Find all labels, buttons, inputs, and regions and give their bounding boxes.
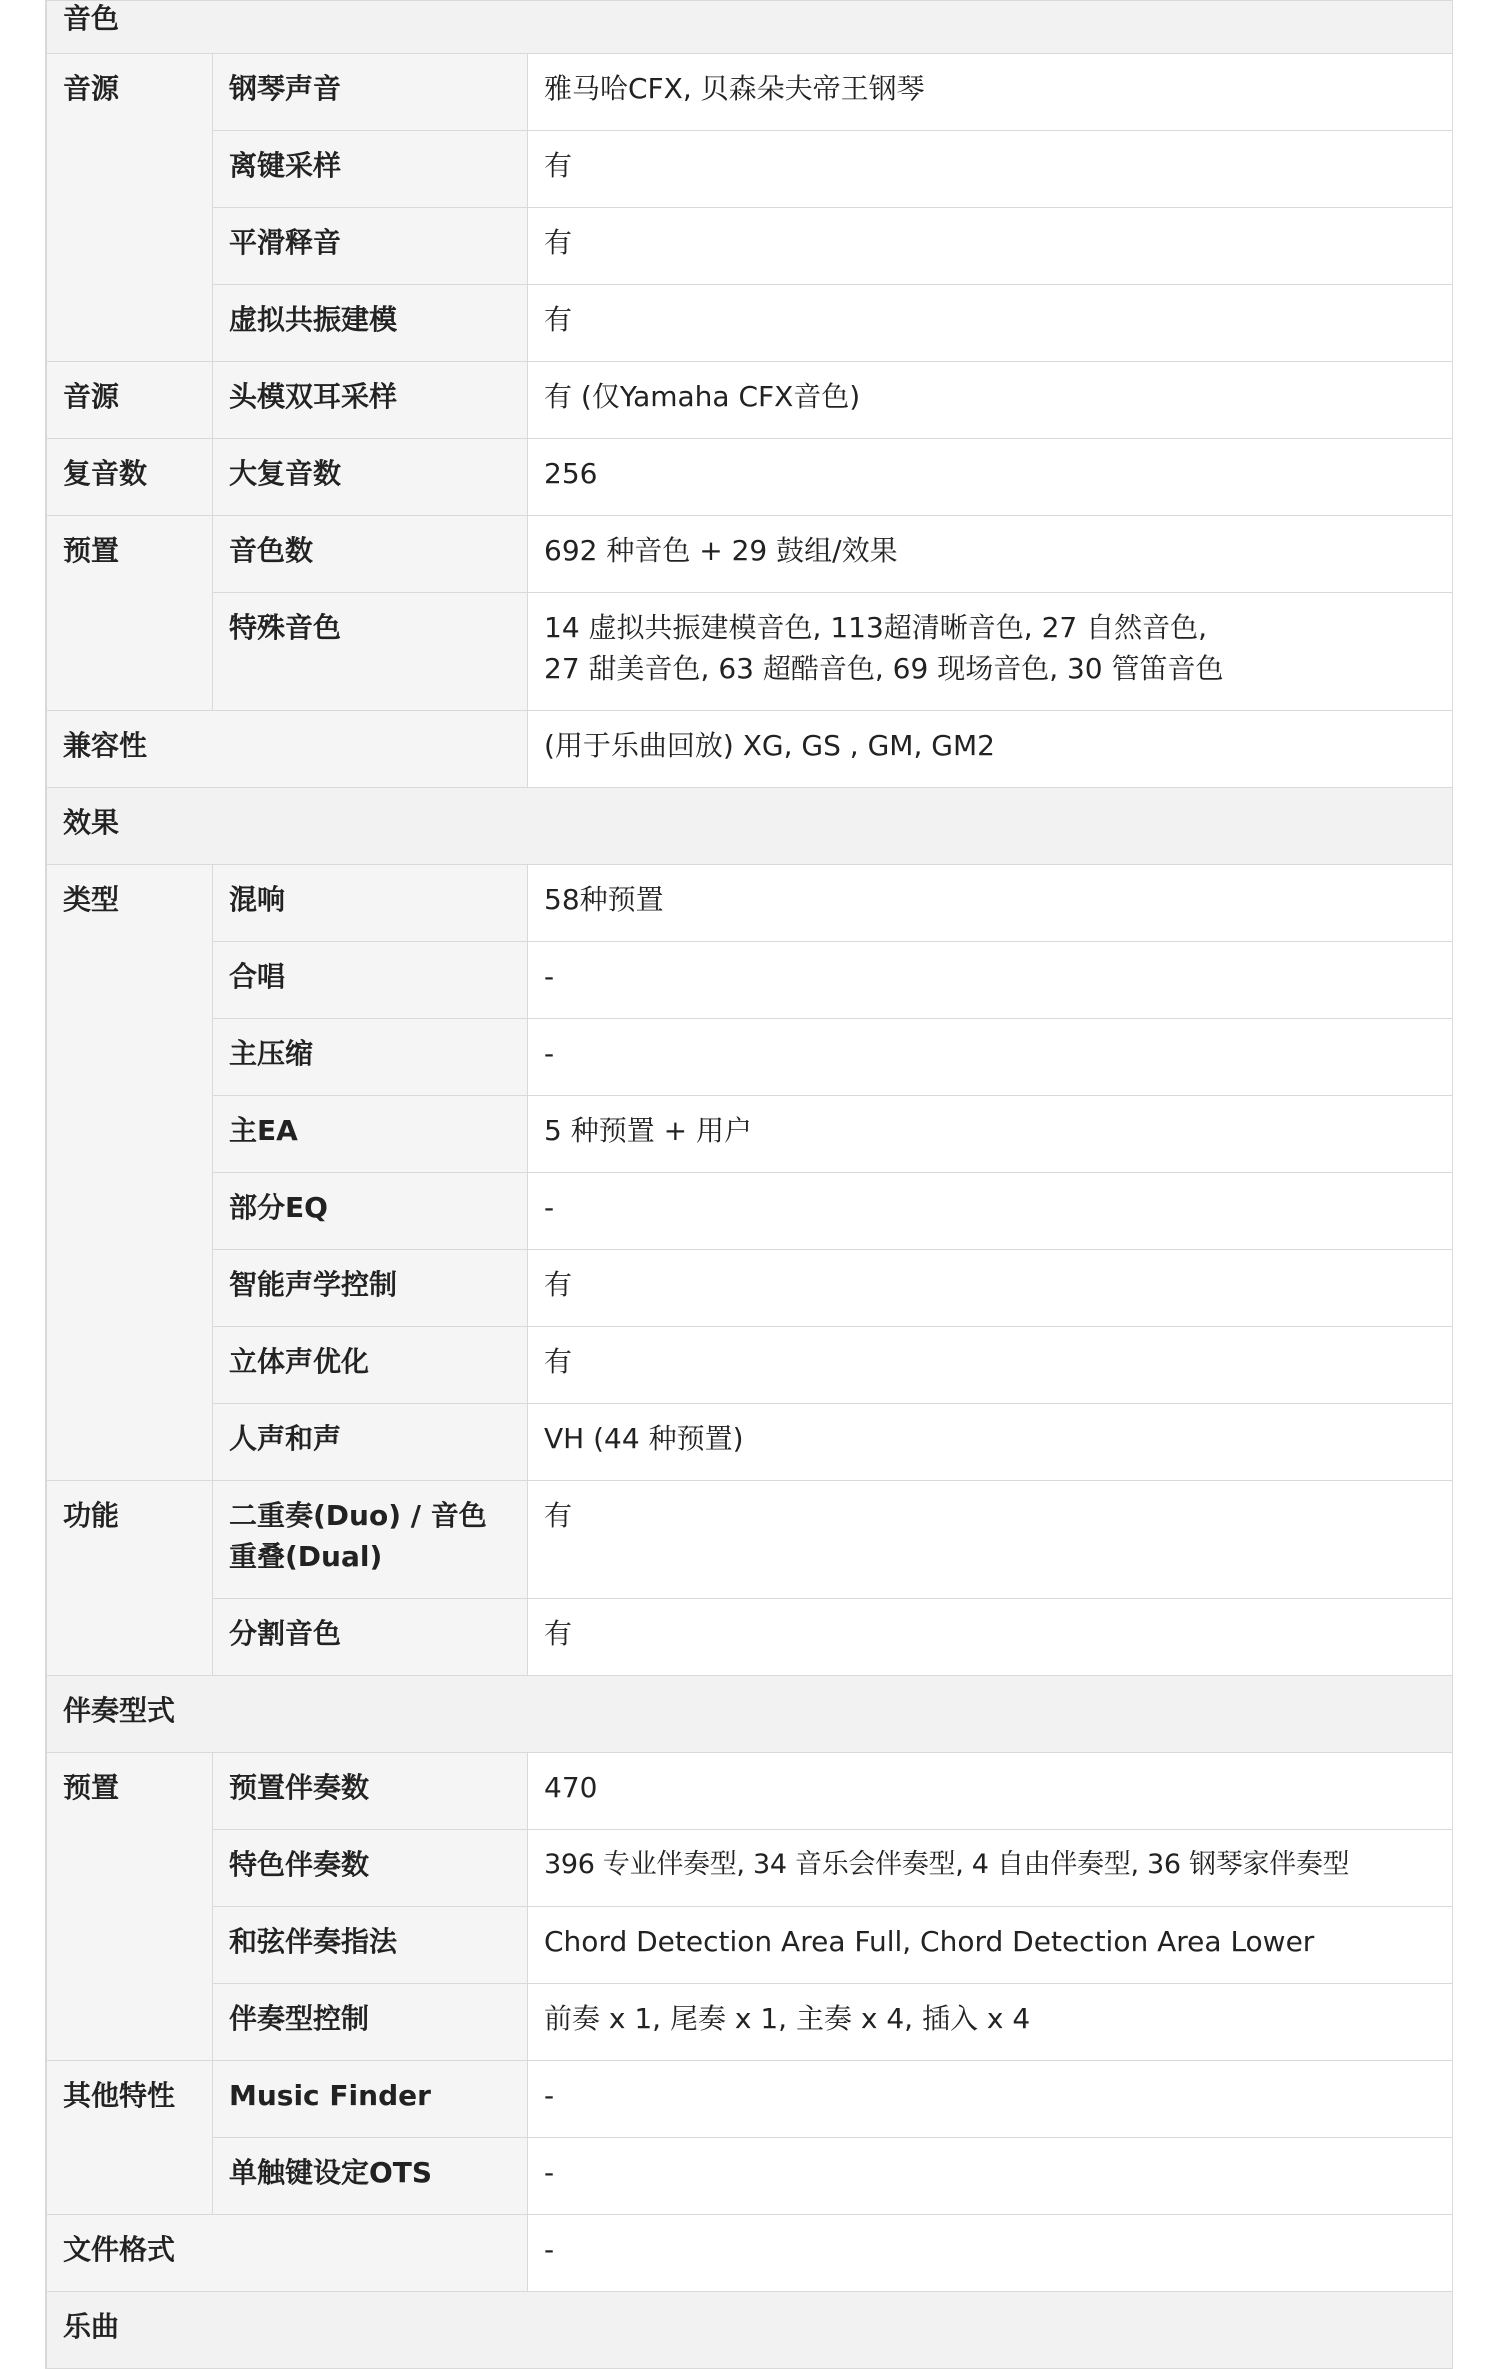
spec-value: VH (44 种预置) <box>528 1404 1453 1481</box>
category-label: 预置 <box>47 516 213 711</box>
spec-name: 主EA <box>213 1096 528 1173</box>
spec-name: 离键采样 <box>213 131 528 208</box>
spec-row <box>47 1753 1453 1830</box>
spec-value: - <box>528 2138 1453 2215</box>
spec-name: 立体声优化 <box>213 1327 528 1404</box>
spec-row <box>47 1907 1453 1984</box>
spec-row <box>47 1250 1453 1327</box>
category-label: 兼容性 <box>47 711 528 788</box>
category-label: 其他特性 <box>47 2061 213 2215</box>
spec-value: 有 <box>528 1250 1453 1327</box>
spec-name: 预置伴奏数 <box>213 1753 528 1830</box>
spec-row <box>47 2215 1453 2292</box>
spec-name: 头模双耳采样 <box>213 362 528 439</box>
category-label: 音源 <box>47 54 213 362</box>
spec-row <box>47 1984 1453 2061</box>
spec-value: 256 <box>528 439 1453 516</box>
spec-row <box>47 439 1453 516</box>
spec-value: 5 种预置 + 用户 <box>528 1096 1453 1173</box>
section-header-row <box>47 788 1453 865</box>
section-header-row <box>47 2292 1453 2369</box>
spec-name: 分割音色 <box>213 1599 528 1676</box>
spec-value: 雅马哈CFX, 贝森朵夫帝王钢琴 <box>528 54 1453 131</box>
spec-value: 470 <box>528 1753 1453 1830</box>
spec-row <box>47 711 1453 788</box>
spec-value: 有 <box>528 285 1453 362</box>
spec-value: (用于乐曲回放) XG, GS , GM, GM2 <box>528 711 1453 788</box>
category-label: 复音数 <box>47 439 213 516</box>
spec-row <box>47 1481 1453 1599</box>
spec-row <box>47 131 1453 208</box>
spec-row <box>47 593 1453 711</box>
spec-name: 智能声学控制 <box>213 1250 528 1327</box>
spec-name: 虚拟共振建模 <box>213 285 528 362</box>
spec-row <box>47 285 1453 362</box>
section-header-row <box>47 1 1453 54</box>
spec-table-container <box>45 0 1453 2369</box>
spec-name: 音色数 <box>213 516 528 593</box>
spec-value: 396 专业伴奏型, 34 音乐会伴奏型, 4 自由伴奏型, 36 钢琴家伴奏型 <box>528 1830 1453 1907</box>
spec-name: 合唱 <box>213 942 528 1019</box>
spec-name: 平滑释音 <box>213 208 528 285</box>
spec-row <box>47 208 1453 285</box>
spec-value: 有 <box>528 1599 1453 1676</box>
spec-name: Music Finder <box>213 2061 528 2138</box>
section-title: 效果 <box>47 788 1453 865</box>
spec-row <box>47 1830 1453 1907</box>
section-header-row <box>47 1676 1453 1753</box>
spec-value: - <box>528 2215 1453 2292</box>
category-label: 文件格式 <box>47 2215 528 2292</box>
spec-row <box>47 1327 1453 1404</box>
spec-value: Chord Detection Area Full, Chord Detection Area Lower <box>528 1907 1453 1984</box>
specifications-table <box>46 0 1453 2369</box>
spec-value: 前奏 x 1, 尾奏 x 1, 主奏 x 4, 插入 x 4 <box>528 1984 1453 2061</box>
spec-name: 伴奏型控制 <box>213 1984 528 2061</box>
spec-row <box>47 942 1453 1019</box>
category-label: 类型 <box>47 865 213 1481</box>
spec-row <box>47 1404 1453 1481</box>
spec-name: 和弦伴奏指法 <box>213 1907 528 1984</box>
spec-value: 有 <box>528 208 1453 285</box>
spec-value: 有 <box>528 131 1453 208</box>
category-label: 音源 <box>47 362 213 439</box>
spec-row <box>47 362 1453 439</box>
section-title: 伴奏型式 <box>47 1676 1453 1753</box>
spec-value: 14 虚拟共振建模音色, 113超清晰音色, 27 自然音色, 27 甜美音色, 63 超酷音色, 69 现场音色, 30 管笛音色 <box>528 593 1453 711</box>
section-title: 音色 <box>47 1 1453 54</box>
spec-row <box>47 1096 1453 1173</box>
spec-name: 二重奏(Duo) / 音色 重叠(Dual) <box>213 1481 528 1599</box>
spec-value: - <box>528 1019 1453 1096</box>
spec-value: - <box>528 1173 1453 1250</box>
spec-name: 人声和声 <box>213 1404 528 1481</box>
spec-row <box>47 2138 1453 2215</box>
spec-row <box>47 54 1453 131</box>
category-label: 预置 <box>47 1753 213 2061</box>
spec-row <box>47 516 1453 593</box>
spec-name: 主压缩 <box>213 1019 528 1096</box>
spec-name: 特色伴奏数 <box>213 1830 528 1907</box>
spec-row <box>47 2061 1453 2138</box>
section-title: 乐曲 <box>47 2292 1453 2369</box>
spec-value: - <box>528 942 1453 1019</box>
spec-value: 有 <box>528 1481 1453 1599</box>
spec-name: 单触键设定OTS <box>213 2138 528 2215</box>
spec-value: 有 <box>528 1327 1453 1404</box>
spec-name: 特殊音色 <box>213 593 528 711</box>
spec-name: 大复音数 <box>213 439 528 516</box>
spec-value: 58种预置 <box>528 865 1453 942</box>
spec-name: 混响 <box>213 865 528 942</box>
category-label: 功能 <box>47 1481 213 1676</box>
spec-row <box>47 1019 1453 1096</box>
spec-value: 692 种音色 + 29 鼓组/效果 <box>528 516 1453 593</box>
spec-name: 部分EQ <box>213 1173 528 1250</box>
spec-row <box>47 1599 1453 1676</box>
spec-row <box>47 1173 1453 1250</box>
spec-row <box>47 865 1453 942</box>
spec-value: 有 (仅Yamaha CFX音色) <box>528 362 1453 439</box>
spec-value: - <box>528 2061 1453 2138</box>
spec-name: 钢琴声音 <box>213 54 528 131</box>
